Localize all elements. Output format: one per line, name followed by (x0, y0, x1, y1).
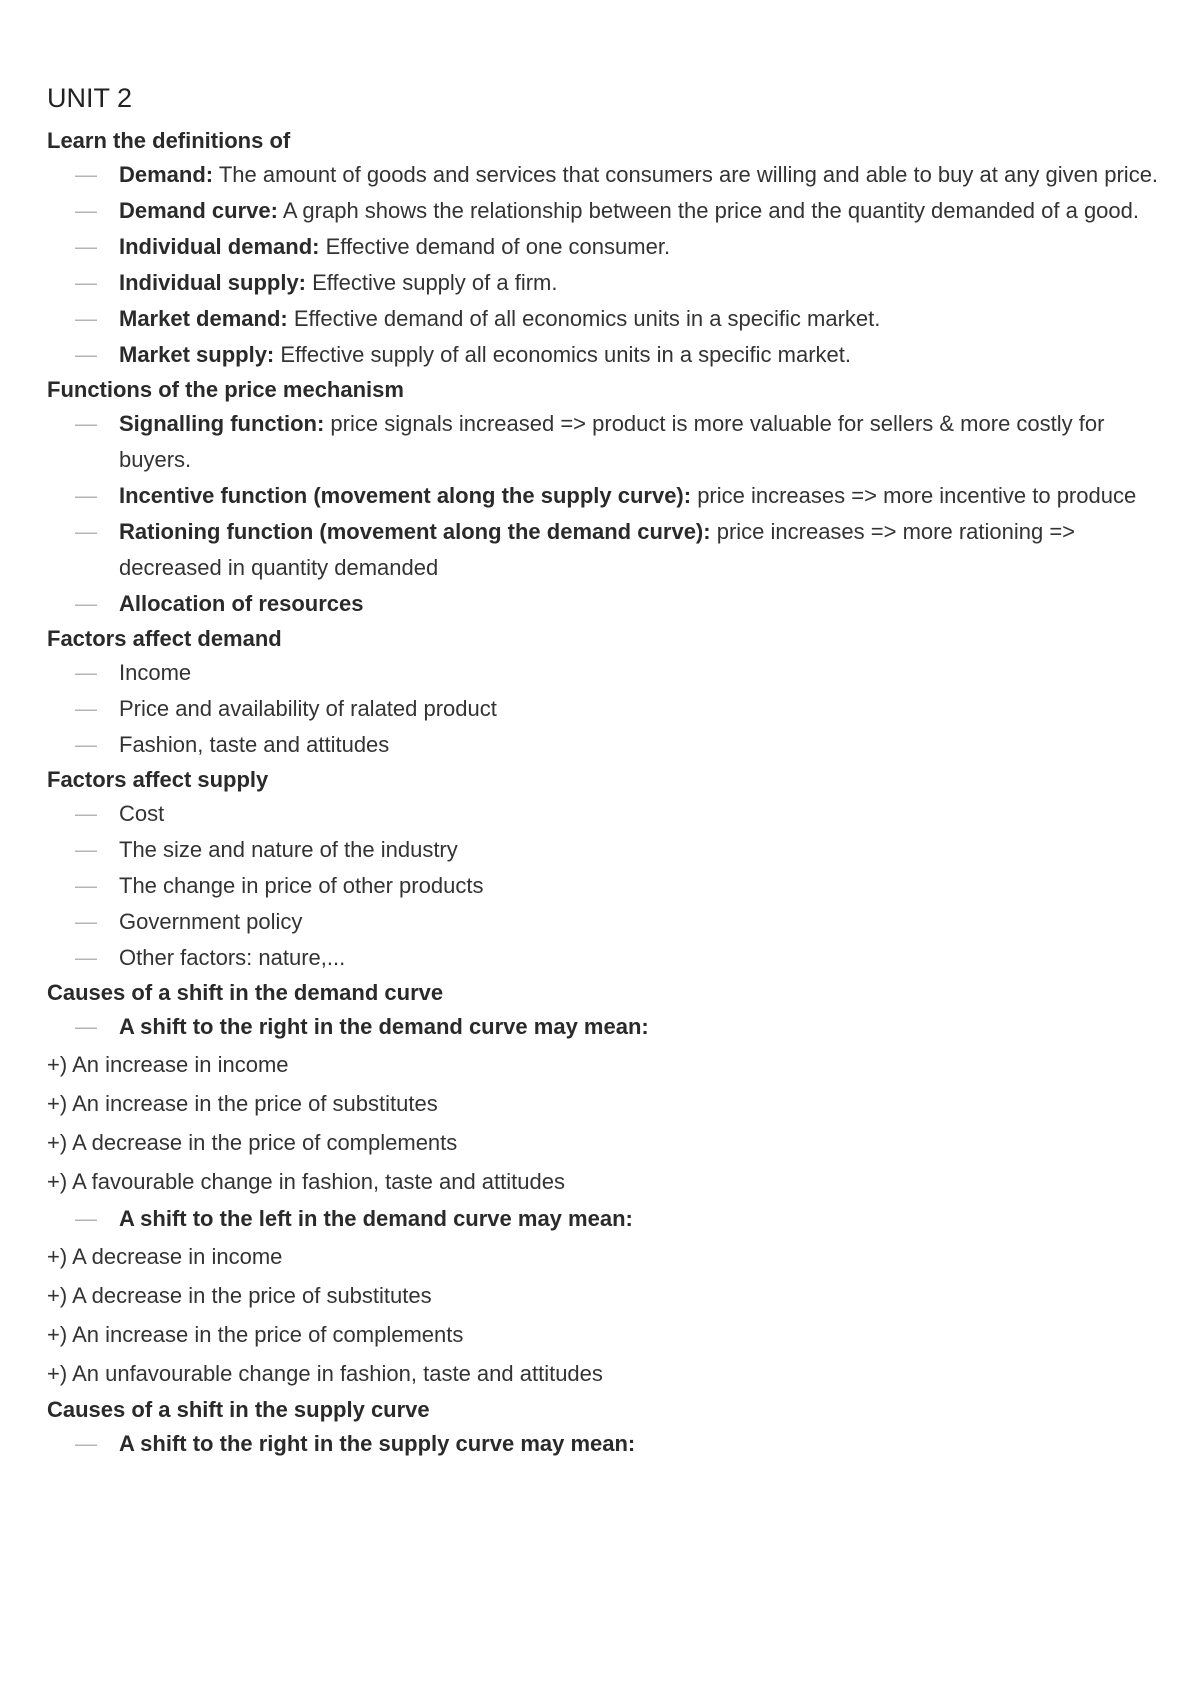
plus-item: +) An increase in income (47, 1052, 289, 1077)
plus-item: +) An increase in the price of substitutes (47, 1091, 438, 1116)
term: Demand curve: (119, 198, 278, 223)
term: Market supply: (119, 342, 275, 367)
plus-item: +) An increase in the price of complements (47, 1322, 464, 1347)
definition: The amount of goods and services that consumers are willing and able to buy at any given price. (213, 162, 1159, 187)
definition: Effective demand of one consumer. (319, 234, 671, 259)
dash-bullet-icon: — (75, 1014, 97, 1039)
dash-bullet-icon: — (75, 342, 97, 367)
list-item (47, 406, 1167, 478)
term: Demand: (119, 162, 214, 187)
term: Individual supply: (119, 270, 307, 295)
section-heading-factors-supply: Factors affect supply (47, 767, 269, 792)
definition: Effective supply of a firm. (306, 270, 558, 295)
dash-bullet-icon: — (75, 801, 97, 826)
section-heading-definitions: Learn the definitions of (47, 128, 291, 153)
list-item (47, 727, 1167, 763)
item-text: The size and nature of the industry (119, 837, 458, 862)
plus-item: +) A decrease in the price of substitutes (47, 1283, 432, 1308)
item-text: A shift to the left in the demand curve may mean: (119, 1206, 633, 1231)
definition: Effective supply of all economics units in a specific market. (274, 342, 852, 367)
shift-demand-right-list (47, 1009, 1167, 1045)
list-item (47, 229, 1167, 265)
document-page (47, 78, 1167, 1462)
dash-bullet-icon: — (75, 270, 97, 295)
dash-bullet-icon: — (75, 696, 97, 721)
list-item (47, 586, 1167, 622)
definitions-list (47, 157, 1167, 373)
section-heading-factors-demand: Factors affect demand (47, 626, 282, 651)
dash-bullet-icon: — (75, 234, 97, 259)
section-heading-price-mechanism: Functions of the price mechanism (47, 377, 404, 402)
list-item (47, 514, 1167, 586)
definition: price signals increased => product is more valuable for sellers & more costly for buyers. (119, 411, 1105, 472)
list-item (47, 1201, 1167, 1237)
term: Incentive function (movement along the supply curve): (119, 483, 692, 508)
list-item (47, 265, 1167, 301)
plus-item: +) A decrease in the price of complements (47, 1130, 458, 1155)
section-heading-shift-demand: Causes of a shift in the demand curve (47, 980, 444, 1005)
dash-bullet-icon: — (75, 945, 97, 970)
list-item (47, 478, 1167, 514)
list-item (47, 940, 1167, 976)
definition: price increases => more incentive to produce (691, 483, 1137, 508)
list-item (47, 1426, 1167, 1462)
item-text: A shift to the right in the supply curve may mean: (119, 1431, 636, 1456)
dash-bullet-icon: — (75, 909, 97, 934)
definition: price increases => more rationing => decreased in quantity demanded (119, 519, 1076, 580)
item-text: Government policy (119, 909, 303, 934)
list-item (47, 655, 1167, 691)
term: Rationing function (movement along the demand curve): (119, 519, 711, 544)
item-text: Cost (119, 801, 165, 826)
factors-supply-list (47, 796, 1167, 976)
dash-bullet-icon: — (75, 1431, 97, 1456)
dash-bullet-icon: — (75, 411, 97, 436)
dash-bullet-icon: — (75, 162, 97, 187)
dash-bullet-icon: — (75, 591, 97, 616)
list-item (47, 157, 1167, 193)
dash-bullet-icon: — (75, 198, 97, 223)
list-item (47, 301, 1167, 337)
item-text: Fashion, taste and attitudes (119, 732, 390, 757)
dash-bullet-icon: — (75, 873, 97, 898)
dash-bullet-icon: — (75, 660, 97, 685)
factors-demand-list (47, 655, 1167, 763)
shift-supply-right-list (47, 1426, 1167, 1462)
list-item (47, 337, 1167, 373)
item-text: A shift to the right in the demand curve may mean: (119, 1014, 649, 1039)
price-mechanism-list (47, 406, 1167, 622)
definition: Effective demand of all economics units in a specific market. (287, 306, 881, 331)
dash-bullet-icon: — (75, 519, 97, 544)
plus-item: +) An unfavourable change in fashion, taste and attitudes (47, 1361, 603, 1386)
item-text: The change in price of other products (119, 873, 484, 898)
term: Allocation of resources (119, 591, 364, 616)
definition: A graph shows the relationship between the price and the quantity demanded of a good. (277, 198, 1140, 223)
list-item (47, 868, 1167, 904)
dash-bullet-icon: — (75, 837, 97, 862)
list-item (47, 1009, 1167, 1045)
plus-item: +) A decrease in income (47, 1244, 283, 1269)
dash-bullet-icon: — (75, 306, 97, 331)
list-item (47, 832, 1167, 868)
plus-item: +) A favourable change in fashion, taste and attitudes (47, 1169, 565, 1194)
shift-demand-left-list (47, 1201, 1167, 1237)
list-item (47, 193, 1167, 229)
dash-bullet-icon: — (75, 483, 97, 508)
dash-bullet-icon: — (75, 732, 97, 757)
term: Signalling function: (119, 411, 325, 436)
dash-bullet-icon: — (75, 1206, 97, 1231)
section-heading-shift-supply: Causes of a shift in the supply curve (47, 1397, 430, 1422)
item-text: Other factors: nature,... (119, 945, 346, 970)
term: Market demand: (119, 306, 288, 331)
list-item (47, 691, 1167, 727)
page-title: UNIT 2 (47, 83, 133, 113)
list-item (47, 796, 1167, 832)
term: Individual demand: (119, 234, 320, 259)
item-text: Price and availability of ralated product (119, 696, 497, 721)
item-text: Income (119, 660, 192, 685)
list-item (47, 904, 1167, 940)
